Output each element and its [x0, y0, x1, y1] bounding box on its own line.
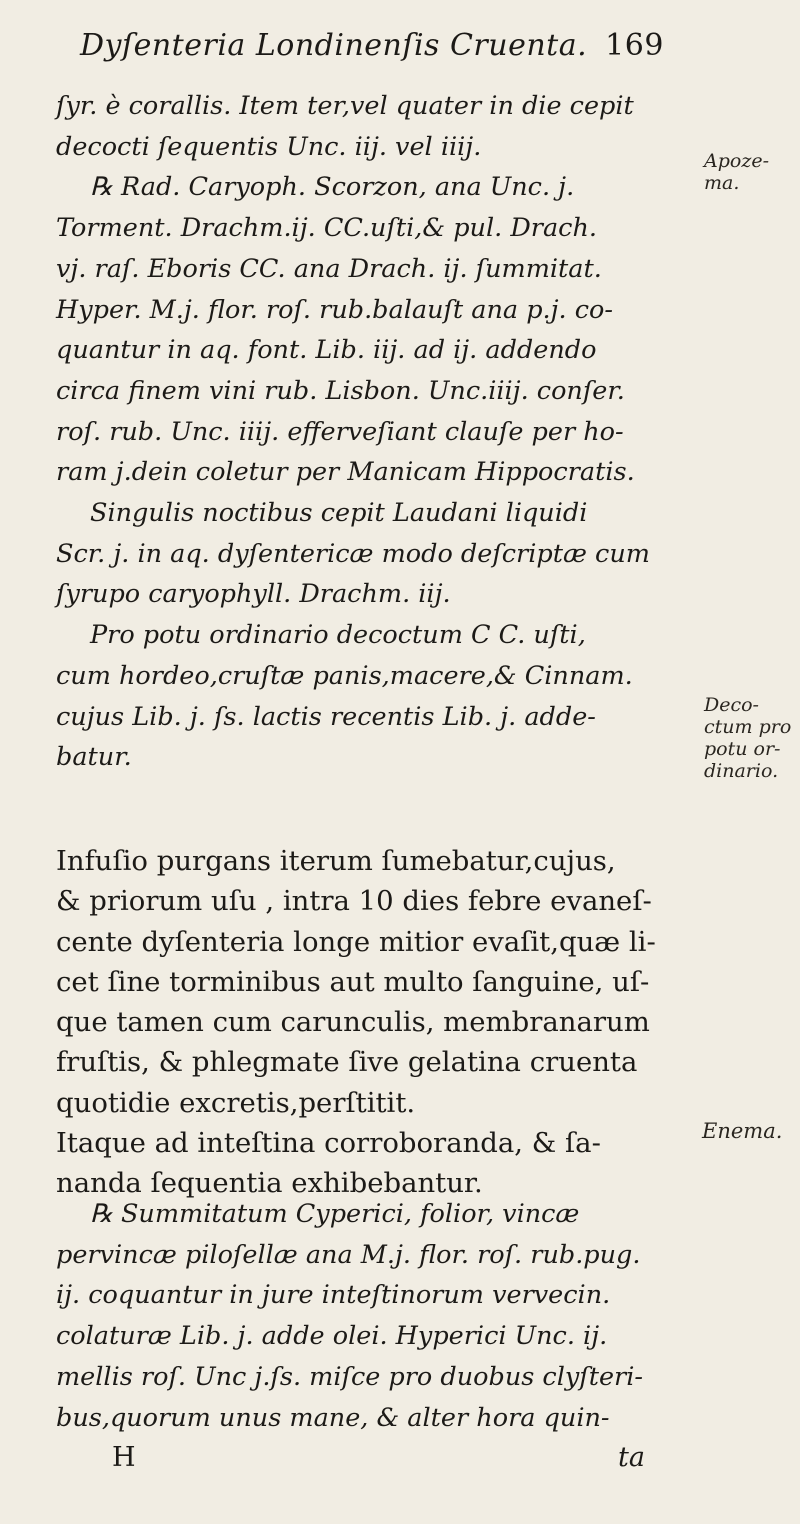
text-line: mellis roſ. Unc j.ſs. miſce pro duobus clyſteri-	[56, 1361, 644, 1392]
narrative-paragraph	[56, 841, 696, 1204]
text-line: cente dyſenteria longe mitior evaſit,quæ li-	[56, 925, 656, 958]
text-line: Infuſio purgans iterum ſumebatur,cujus,	[56, 845, 616, 877]
text-line: decocti ſequentis Unc. iij. vel iiij.	[56, 131, 482, 162]
text-line: cet ſine torminibus aut multo ſanguine, uſ-	[56, 965, 650, 998]
text-line: Itaque ad inteſtina corroboranda, & ſa-	[56, 1127, 601, 1160]
text-line: Pro potu ordinario decoctum C C. uſti,	[90, 620, 586, 651]
text-line: que tamen cum carunculis, membranarum	[56, 1006, 650, 1039]
prescription-block-2	[56, 1194, 696, 1438]
margin-note-line: dinario.	[704, 760, 779, 782]
text-line: bus,quorum unus mane, & alter hora quin-	[56, 1402, 610, 1433]
prescription-block-1	[56, 86, 696, 778]
margin-note-enema: Enema.	[702, 1119, 783, 1143]
text-line: ℞ Summitatum Cyperici, folior, vincæ	[90, 1199, 580, 1229]
text-line: Torment. Drachm.ij. CC.uſti,& pul. Drach.	[56, 213, 597, 244]
text-line: Scr. j. in aq. dyſentericæ modo deſcriptæ cum	[56, 538, 650, 569]
text-line: ℞ Rad. Caryoph. Scorzon, ana Unc. j.	[90, 172, 575, 203]
text-line: ram j.dein coletur per Manicam Hippocratis.	[56, 457, 635, 488]
margin-note-line: potu or-	[704, 738, 781, 760]
margin-note-line: ctum pro	[704, 716, 792, 738]
text-line: roſ. rub. Unc. iiij. efferveſiant clauſe per ho-	[56, 416, 624, 447]
page-number: 169	[605, 28, 664, 63]
text-line: ſyr. è corallis. Item ter,vel quater in die cepit	[56, 91, 634, 121]
text-line: batur.	[56, 742, 132, 773]
text-line: cujus Lib. j. ſs. lactis recentis Lib. j. adde-	[56, 701, 596, 732]
margin-note-line: Deco-	[704, 694, 759, 716]
text-line: colaturæ Lib. j. adde olei. Hyperici Unc. ij.	[56, 1321, 608, 1352]
running-title: Dyſenteria Londinenſis Cruenta.	[80, 28, 588, 63]
text-line: vj. raſ. Eboris CC. ana Drach. ij. ſummitat.	[56, 253, 602, 284]
margin-note-line: ma.	[704, 172, 740, 194]
text-line: Hyper. M.j. flor. roſ. rub.balauſt ana p.j. co-	[56, 294, 614, 325]
text-line: Singulis noctibus cepit Laudani liquidi	[90, 498, 588, 529]
text-line: & priorum uſu , intra 10 dies febre evaneſ-	[56, 885, 652, 918]
text-line: ij. coquantur in jure inteſtinorum vervecin.	[56, 1280, 611, 1311]
catchword: ta	[618, 1442, 645, 1473]
text-line: nanda ſequentia exhibebantur.	[56, 1167, 483, 1200]
margin-note-decoctum	[704, 694, 791, 782]
signature-mark: H	[112, 1442, 136, 1473]
running-header	[80, 28, 680, 63]
text-line: pervincæ piloſellæ ana M.j. flor. roſ. rub.pug.	[56, 1239, 641, 1270]
text-line: quotidie excretis,perſtitit.	[56, 1086, 416, 1119]
text-line: ſyrupo caryophyll. Drachm. iij.	[56, 579, 451, 610]
text-line: cum hordeo,cruſtæ panis,macere,& Cinnam.	[56, 660, 633, 691]
text-line: fruſtis, & phlegmate ſive gelatina cruenta	[56, 1046, 638, 1079]
text-line: quantur in aq. font. Lib. iij. ad ij. addendo	[56, 335, 597, 366]
margin-note-line: Apoze-	[704, 150, 769, 172]
margin-note-apozema	[704, 150, 769, 194]
text-line: circa finem vini rub. Lisbon. Unc.iiij. conſer.	[56, 375, 625, 406]
